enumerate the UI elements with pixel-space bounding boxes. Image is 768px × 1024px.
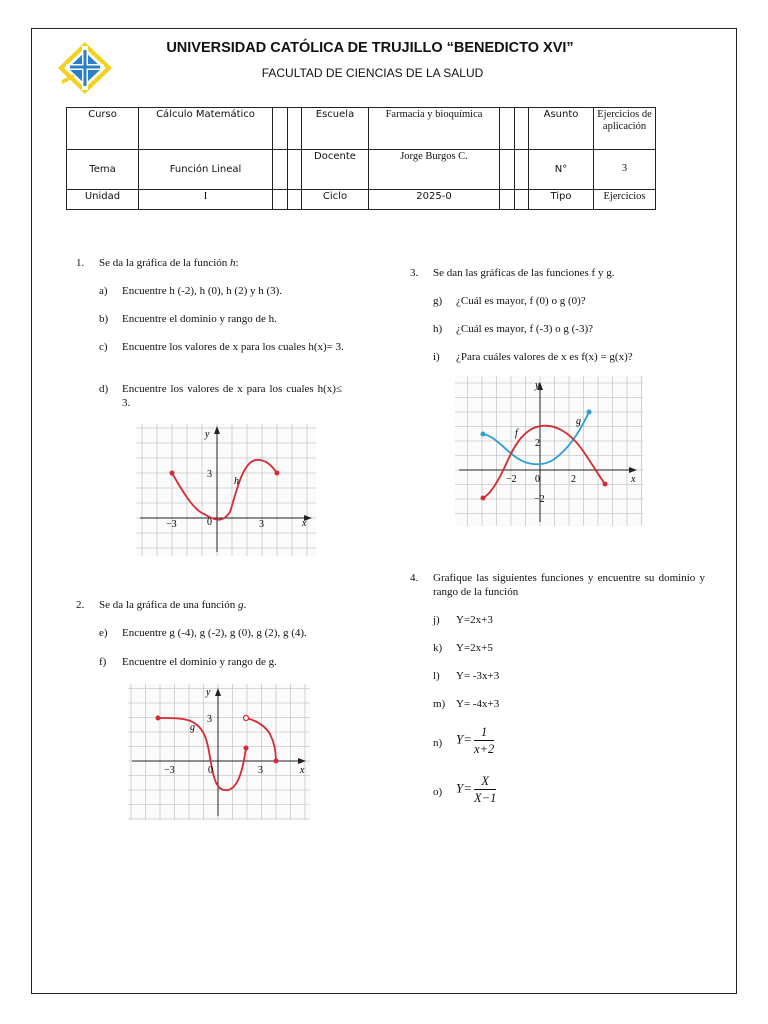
graph-g [128, 684, 310, 820]
unidad-label: Unidad [67, 190, 139, 210]
escuela-value: Farmacia y bioquímica [369, 108, 500, 150]
ciclo-label: Ciclo [302, 190, 369, 210]
escuela-label: Escuela [302, 108, 369, 150]
origin-label: 0 [207, 517, 212, 528]
tick-label: 3 [207, 469, 212, 480]
tick-label: 3 [259, 519, 264, 530]
graph-h [136, 424, 316, 556]
tema-value: Función Lineal [139, 150, 273, 190]
n-value: 3 [594, 150, 656, 190]
item-h: h) ¿Cuál es mayor, f (-3) o g (-3)? [433, 323, 594, 335]
curve-label-f: f [515, 428, 518, 439]
curso-label: Curso [67, 108, 139, 150]
item-f: f) Encuentre el dominio y rango de g. [99, 656, 277, 668]
ciclo-value: 2025-0 [369, 190, 500, 210]
item-c: c) Encuentre los valores de x para los cuales h(x)= 3. [99, 341, 344, 353]
question-text: Se da la gráfica de la función h: [99, 257, 239, 269]
item-k: k) Y=2x+5 [433, 642, 493, 654]
question-text: Grafique las siguientes funciones y encuentre su dominio y rango de la función [433, 572, 705, 599]
asunto-value: Ejercicios de aplicación [594, 108, 656, 150]
origin-label: 0 [535, 474, 540, 485]
x-axis-label: x [302, 518, 307, 529]
curve-label-g: g [576, 416, 581, 427]
item-g: g) ¿Cuál es mayor, f (0) o g (0)? [433, 295, 586, 307]
n-label: N° [529, 150, 594, 190]
question-4: 4. Grafique las siguientes funciones y encuentre su dominio y rango de la función [410, 572, 705, 599]
tick-label: 3 [207, 714, 212, 725]
unidad-value: I [139, 190, 273, 210]
graph-f-g [455, 376, 643, 526]
item-e: e) Encuentre g (-4), g (-2), g (0), g (2), g (4). [99, 627, 307, 639]
faculty-title: FACULTAD DE CIENCIAS DE LA SALUD [261, 66, 484, 80]
tipo-label: Tipo [529, 190, 594, 210]
question-1 [76, 256, 366, 272]
x-axis-label: x [300, 765, 305, 776]
x-axis-label: x [631, 474, 636, 485]
item-o: o) Y= $\frac{X}{X-1}$ [433, 774, 497, 806]
question-text: Se dan las gráficas de las funciones f y g. [433, 267, 615, 279]
item-b: b) Encuentre el dominio y rango de h. [99, 313, 277, 325]
question-text: Se da la gráfica de una función g. [99, 599, 247, 611]
curso-value: Cálculo Matemático [139, 108, 273, 150]
tipo-value: Ejercicios [594, 190, 656, 210]
tema-label: Tema [67, 150, 139, 190]
item-n: n) Y= $\frac{1}{x+2}$ [433, 725, 495, 757]
curve-label: h [234, 476, 239, 487]
item-a: a) Encuentre h (-2), h (0), h (2) y h (3). [99, 285, 283, 297]
item-i: i) ¿Para cuáles valores de x es f(x) = g(x)? [433, 351, 633, 363]
tick-label: 2 [535, 438, 540, 449]
tick-label: −3 [166, 519, 177, 530]
course-info-table [66, 107, 656, 210]
y-axis-label: y [535, 380, 540, 391]
university-title: UNIVERSIDAD CATÓLICA DE TRUJILLO “BENEDICTO XVI” [166, 40, 574, 56]
item-j: j) Y=2x+3 [433, 614, 493, 626]
origin-label: 0 [208, 765, 213, 776]
question-3: 3. Se dan las gráficas de las funciones f y g. [410, 267, 615, 279]
university-logo [56, 40, 114, 96]
y-axis-label: y [205, 429, 210, 440]
asunto-label: Asunto [529, 108, 594, 150]
tick-label: −3 [164, 765, 175, 776]
tick-label: 3 [258, 765, 263, 776]
tick-label: −2 [506, 474, 517, 485]
docente-value: Jorge Burgos C. [369, 150, 500, 190]
item-l: l) Y= -3x+3 [433, 670, 500, 682]
item-m: m) Y= -4x+3 [433, 698, 500, 710]
tick-label: −2 [534, 494, 545, 505]
docente-label: Docente [302, 150, 369, 190]
tick-label: 2 [571, 474, 576, 485]
question-number: 1. [76, 257, 85, 269]
item-d: d) Encuentre los valores de x para los cuales h(x)≤ 3. [99, 383, 342, 410]
curve-label: g [190, 722, 195, 733]
y-axis-label: y [206, 687, 211, 698]
question-2: 2. Se da la gráfica de una función g. [76, 599, 247, 611]
